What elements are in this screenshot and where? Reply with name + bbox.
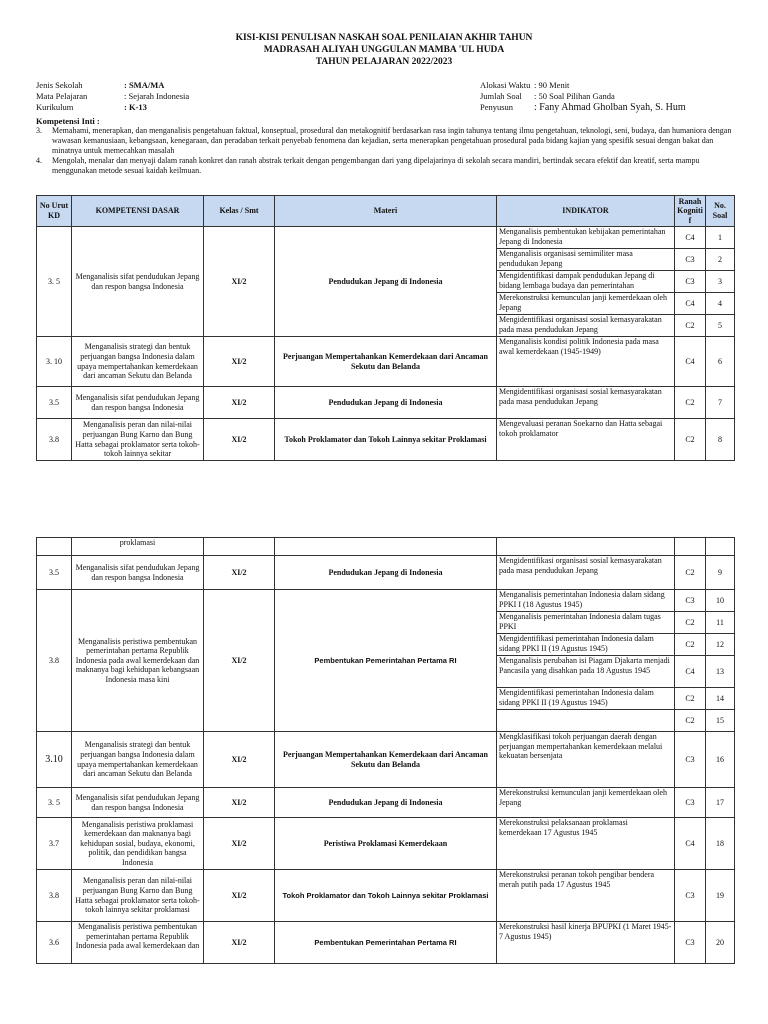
cell-indikator: Mengidentifikasi pemerintahan Indonesia dalam sidang PPKI II (19 Agustus 1945) [497, 634, 675, 656]
cell-no: 3.7 [37, 818, 72, 870]
cell-kelas: XI/2 [204, 419, 275, 461]
cell-soal: 19 [706, 870, 735, 922]
table-row [37, 590, 735, 612]
cell-indikator: Merekonstruksi peranan tokoh pengibar bendera merah putih pada 17 Agustus 1945 [497, 870, 675, 922]
cell-no: 3. 5 [37, 227, 72, 337]
kisi-table-2 [36, 537, 735, 964]
cell-no [37, 538, 72, 556]
table-row [37, 870, 735, 922]
kompetensi-item [36, 156, 736, 178]
cell-kd: proklamasi [72, 538, 204, 556]
cell-no: 3.5 [37, 556, 72, 590]
cell-ranah [675, 538, 706, 556]
cell-indikator: Menganalisis kondisi politik Indonesia pada masa awal kemerdekaan (1945-1949) [497, 337, 675, 387]
cell-soal: 15 [706, 710, 735, 732]
kompetensi-num: 3. [36, 126, 42, 135]
cell-no: 3.8 [37, 590, 72, 732]
col-header-soal: No. Soal [706, 196, 735, 227]
cell-kelas: XI/2 [204, 788, 275, 818]
cell-kd: Menganalisis peristiwa pembentukan pemerintahan pertama Republik Indonesia pada awal kemerdekaan dan [72, 922, 204, 964]
meta-label: Jumlah Soal [480, 91, 522, 101]
meta-right [480, 80, 686, 113]
table-header-row [37, 196, 735, 227]
cell-materi: Perjuangan Mempertahankan Kemerdekaan dari Ancaman Sekutu dan Belanda [275, 337, 497, 387]
meta-value: : 50 Soal Pilihan Ganda [534, 91, 615, 101]
cell-kelas: XI/2 [204, 387, 275, 419]
cell-no: 3.10 [37, 732, 72, 788]
cell-kelas: XI/2 [204, 227, 275, 337]
meta-label: Kurikulum [36, 102, 74, 112]
cell-kelas: XI/2 [204, 870, 275, 922]
cell-no: 3.8 [37, 419, 72, 461]
cell-ranah: C2 [675, 710, 706, 732]
cell-indikator: Menganalisis pemerintahan Indonesia dalam tugas PPKI [497, 612, 675, 634]
cell-soal: 17 [706, 788, 735, 818]
kompetensi-num: 4. [36, 156, 42, 165]
table-row [37, 227, 735, 249]
table-row [37, 337, 735, 387]
doc-title-line3: TAHUN PELAJARAN 2022/2023 [315, 57, 453, 67]
cell-soal: 20 [706, 922, 735, 964]
cell-ranah: C2 [675, 419, 706, 461]
table-row [37, 387, 735, 419]
cell-no: 3. 10 [37, 337, 72, 387]
cell-ranah: C2 [675, 612, 706, 634]
cell-ranah: C2 [675, 634, 706, 656]
kompetensi-text: Mengolah, menalar dan menyaji dalam ranah konkret dan ranah abstrak terkait dengan pengembangan dari yang dipelajarinya di sekolah secara mandiri, bertindak secara efektif dan kreatif, serta mampu menggunakan metode sesuai kaidah keilmuan. [52, 156, 700, 175]
cell-ranah: C2 [675, 315, 706, 337]
cell-indikator [497, 710, 675, 732]
table-row [37, 556, 735, 590]
cell-soal: 10 [706, 590, 735, 612]
col-header-ranah: Ranah Kognitif [675, 196, 706, 227]
cell-ranah: C3 [675, 922, 706, 964]
cell-ranah: C3 [675, 870, 706, 922]
meta-left [36, 80, 189, 113]
cell-no: 3.6 [37, 922, 72, 964]
cell-soal: 13 [706, 656, 735, 688]
table-row [37, 922, 735, 964]
table-row [37, 732, 735, 788]
cell-ranah: C3 [675, 271, 706, 293]
table-row [37, 419, 735, 461]
cell-ranah: C2 [675, 387, 706, 419]
cell-kd: Menganalisis strategi dan bentuk perjuangan bangsa Indonesia dalam upaya mempertahankan kemerdekaan dari ancaman Sekutu dan Belanda [72, 732, 204, 788]
cell-ranah: C4 [675, 293, 706, 315]
cell-ranah: C4 [675, 818, 706, 870]
cell-indikator: Merekonstruksi pelaksanaan proklamasi kemerdekaan 17 Agustus 1945 [497, 818, 675, 870]
kompetensi-item [36, 126, 736, 158]
cell-indikator: Merekonstruksi kemunculan janji kemerdekaan oleh Jepang [497, 293, 675, 315]
cell-soal: 9 [706, 556, 735, 590]
doc-title-line2: MADRASAH ALIYAH UNGGULAN MAMBA 'UL HUDA [263, 45, 505, 55]
doc-title-line1: KISI-KISI PENULISAN NASKAH SOAL PENILAIAN AKHIR TAHUN [235, 33, 533, 43]
table-row [37, 818, 735, 870]
cell-ranah: C3 [675, 590, 706, 612]
cell-soal: 1 [706, 227, 735, 249]
cell-kelas: XI/2 [204, 818, 275, 870]
cell-no: 3.5 [37, 387, 72, 419]
table-row [37, 788, 735, 818]
meta-value: : Fany Ahmad Gholban Syah, S. Hum [534, 102, 686, 113]
cell-materi: Tokoh Proklamator dan Tokoh Lainnya sekitar Proklamasi [275, 419, 497, 461]
cell-soal: 11 [706, 612, 735, 634]
cell-indikator: Mengidentifikasi organisasi sosial kemasyarakatan pada masa pendudukan Jepang [497, 556, 675, 590]
cell-indikator: Mengidentifikasi organisasi sosial kemasyarakatan pada masa pendudukan Jepang [497, 387, 675, 419]
cell-indikator: Mengidentifikasi pemerintahan Indonesia dalam sidang PPKI II (19 Agustus 1945) [497, 688, 675, 710]
cell-indikator: Mengidentifikasi organisasi sosial kemasyarakatan pada masa pendudukan Jepang [497, 315, 675, 337]
col-header-materi: Materi [275, 196, 497, 227]
cell-materi: Perjuangan Mempertahankan Kemerdekaan dari Ancaman Sekutu dan Belanda [275, 732, 497, 788]
col-header-no: No Urut KD [37, 196, 72, 227]
cell-indikator [497, 538, 675, 556]
cell-kd: Menganalisis sifat pendudukan Jepang dan respon bangsa Indonesia [72, 788, 204, 818]
col-header-kelas: Kelas / Smt [204, 196, 275, 227]
cell-indikator: Mengevaluasi peranan Soekarno dan Hatta sebagai tokoh proklamator [497, 419, 675, 461]
cell-ranah: C3 [675, 249, 706, 271]
cell-materi: Pendudukan Jepang di Indonesia [275, 227, 497, 337]
cell-soal: 5 [706, 315, 735, 337]
cell-kelas: XI/2 [204, 337, 275, 387]
cell-soal: 16 [706, 732, 735, 788]
cell-soal: 2 [706, 249, 735, 271]
meta-label: Penyusun [480, 102, 514, 112]
cell-no: 3.8 [37, 870, 72, 922]
kisi-table-1 [36, 195, 735, 461]
kompetensi-text: Memahami, menerapkan, dan menganalisis pengetahuan faktual, konseptual, prosedural dan metakognitif berdasarkan rasa ingin tahunya tentang ilmu pengetahuan, teknologi, seni, budaya, dan humaniora dengan wawasan kemanusiaan, kebangsaan, kenegaraan, dan peradaban terkait penyebab fenomena dan kejadian, serta menerapkan pengetahuan prosedural pada bidang kajian yang spesifik sesuai dengan bakat dan minatnya untuk memecahkan masalah [52, 126, 732, 155]
cell-kd: Menganalisis peristiwa proklamasi kemerdekaan dan maknanya bagi kehidupan sosial, budaya, ekonomi, politik, dan pendidikan bangsa Indonesia [72, 818, 204, 870]
cell-kd: Menganalisis sifat pendudukan Jepang dan respon bangsa Indonesia [72, 227, 204, 337]
cell-materi: Pendudukan Jepang di Indonesia [275, 556, 497, 590]
cell-indikator: Merekonstruksi hasil kinerja BPUPKI (1 Maret 1945-7 Agustus 1945) [497, 922, 675, 964]
cell-indikator: Menganalisis pembentukan kebijakan pemerintahan Jepang di Indonesia [497, 227, 675, 249]
cell-materi: Pendudukan Jepang di Indonesia [275, 788, 497, 818]
cell-soal: 4 [706, 293, 735, 315]
cell-soal: 6 [706, 337, 735, 387]
table-row-continuation [37, 538, 735, 556]
meta-value: : Sejarah Indonesia [124, 91, 190, 101]
cell-ranah: C2 [675, 556, 706, 590]
cell-soal: 14 [706, 688, 735, 710]
col-header-indikator: INDIKATOR [497, 196, 675, 227]
cell-indikator: Mengklasifikasi tokoh perjuangan daerah dengan perjuangan mempertahankan kemerdekaan melalui kekuatan bersenjata [497, 732, 675, 788]
cell-kd: Menganalisis sifat pendudukan Jepang dan respon bangsa Indonesia [72, 387, 204, 419]
cell-ranah: C3 [675, 732, 706, 788]
cell-materi [275, 538, 497, 556]
cell-kd: Menganalisis peran dan nilai-nilai perjuangan Bung Karno dan Bung Hatta sebagai proklamator serta tokoh-tokoh lainnya sekitar proklamasi [72, 870, 204, 922]
cell-kelas: XI/2 [204, 922, 275, 964]
cell-no: 3. 5 [37, 788, 72, 818]
cell-ranah: C4 [675, 227, 706, 249]
cell-soal [706, 538, 735, 556]
cell-ranah: C3 [675, 788, 706, 818]
cell-ranah: C4 [675, 337, 706, 387]
cell-materi: Peristiwa Proklamasi Kemerdekaan [275, 818, 497, 870]
cell-soal: 12 [706, 634, 735, 656]
meta-value: : K-13 [124, 102, 147, 112]
cell-soal: 18 [706, 818, 735, 870]
cell-indikator: Merekonstruksi kemunculan janji kemerdekaan oleh Jepang [497, 788, 675, 818]
cell-kelas [204, 538, 275, 556]
cell-materi: Pembentukan Pemerintahan Pertama RI [275, 922, 497, 964]
meta-label: Mata Pelajaran [36, 91, 88, 101]
cell-materi: Pembentukan Pemerintahan Pertama RI [275, 590, 497, 732]
cell-indikator: Mengidentifikasi dampak pendudukan Jepang di bidang lembaga budaya dan pemerintahan [497, 271, 675, 293]
kompetensi-inti-heading: Kompetensi Inti : [36, 116, 100, 126]
cell-kelas: XI/2 [204, 590, 275, 732]
col-header-kd: KOMPETENSI DASAR [72, 196, 204, 227]
cell-materi: Tokoh Proklamator dan Tokoh Lainnya sekitar Proklamasi [275, 870, 497, 922]
cell-soal: 8 [706, 419, 735, 461]
cell-kelas: XI/2 [204, 732, 275, 788]
cell-kd: Menganalisis peran dan nilai-nilai perjuangan Bung Karno dan Bung Hatta sebagai proklamator serta tokoh-tokoh lainnya sekitar [72, 419, 204, 461]
cell-soal: 7 [706, 387, 735, 419]
meta-label: Jenis Sekolah [36, 80, 83, 90]
cell-indikator: Menganalisis pemerintahan Indonesia dalam sidang PPKI I (18 Agustus 1945) [497, 590, 675, 612]
meta-value: : SMA/MA [124, 80, 165, 90]
cell-kd: Menganalisis peristiwa pembentukan pemerintahan pertama Republik Indonesia pada awal kemerdekaan dan maknanya bagi kehidupan kebangsaan Indonesia masa kini [72, 590, 204, 732]
cell-kd: Menganalisis strategi dan bentuk perjuangan bangsa Indonesia dalam upaya mempertahankan kemerdekaan dari ancaman Sekutu dan Belanda [72, 337, 204, 387]
meta-label: Alokasi Waktu [480, 80, 531, 90]
cell-soal: 3 [706, 271, 735, 293]
cell-ranah: C4 [675, 656, 706, 688]
cell-ranah: C2 [675, 688, 706, 710]
cell-kelas: XI/2 [204, 556, 275, 590]
cell-kd: Menganalisis sifat pendudukan Jepang dan respon bangsa Indonesia [72, 556, 204, 590]
cell-indikator: Menganalisis perubahan isi Piagam Djakarta menjadi Pancasila yang disahkan pada 18 Agustus 1945 [497, 656, 675, 688]
cell-materi: Pendudukan Jepang di Indonesia [275, 387, 497, 419]
cell-indikator: Menganalisis organisasi semimiliter masa pendudukan Jepang [497, 249, 675, 271]
meta-value: : 90 Menit [534, 80, 570, 90]
